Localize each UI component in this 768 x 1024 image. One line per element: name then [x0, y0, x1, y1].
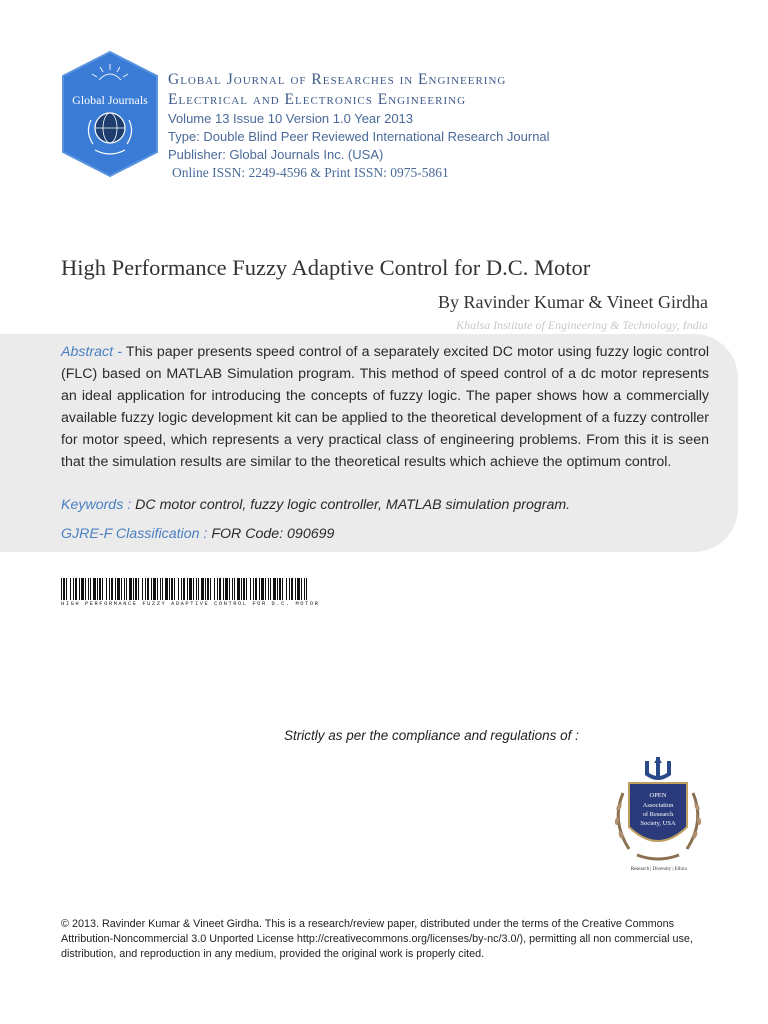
paper-authors: By Ravinder Kumar & Vineet Girdha [437, 292, 708, 312]
globe-emblem-icon [61, 50, 159, 178]
seal-tagline: Research | Diversity | Ethics [630, 867, 688, 872]
publisher-line: Publisher: Global Journals Inc. (USA) [168, 147, 384, 162]
volume-line: Volume 13 Issue 10 Version 1.0 Year 2013 [168, 111, 414, 126]
abstract-label: Abstract - [61, 344, 122, 360]
seal-line4: Society, USA [640, 820, 676, 827]
license-notice: © 2013. Ravinder Kumar & Vineet Girdha. This is a research/review paper, distributed under the terms of the Creative Commons Attribution-Noncommercial 3.0 Unported License http://creativecommons.org/licenses/by-nc/3.0/), permitting all non commercial use, distribution, and reproduction in any medium, provided the original work is properly cited. [61, 918, 693, 960]
keywords [61, 497, 570, 513]
classification-text: FOR Code: 090699 [211, 526, 335, 542]
seal-line1: OPEN [649, 792, 667, 799]
compliance-statement: Strictly as per the compliance and regulations of : [284, 728, 579, 743]
classification-label: GJRE-F Classification : [61, 526, 208, 542]
paper-title: High Performance Fuzzy Adaptive Control for D.C. Motor [61, 255, 591, 280]
global-journals-logo [61, 50, 159, 178]
journal-title-line1: Global Journal of Researches in Engineering [168, 71, 507, 88]
abstract [61, 341, 709, 473]
classification [61, 526, 334, 542]
author-affiliation: Khalsa Institute of Engineering & Technology, India [456, 318, 708, 332]
journal-type-line: Type: Double Blind Peer Reviewed International Research Journal [168, 129, 550, 144]
logo-wordmark: Global Journals [72, 93, 148, 107]
abstract-body: This paper presents speed control of a separately excited DC motor using fuzzy logic control (FLC) based on MATLAB Simulation program. This method of speed control of a dc motor represents an ideal application for introducing the concepts of fuzzy logic. The paper shows how a commercially available fuzzy logic development kit can be applied to the theoretical development of a fuzzy controller for motor speed, which represents a very practical class of engineering problems. From this it is seen that the simulation results are similar to the theoretical results which achieve the optimum control. [61, 344, 710, 470]
journal-header [168, 70, 728, 182]
seal-line3: of Research [642, 811, 674, 818]
seal-line2: Association [642, 802, 674, 809]
keywords-label: Keywords : [61, 497, 132, 513]
barcode-caption: HIGH PERFORMANCE FUZZY ADAPTIVE CONTROL FOR D.C. MOTOR [61, 601, 320, 607]
issn-line: Online ISSN: 2249-4596 & Print ISSN: 0975-5861 [172, 165, 449, 180]
keywords-text: DC motor control, fuzzy logic controller, MATLAB simulation program. [135, 497, 571, 513]
journal-title-line2: Electrical and Electronics Engineering [168, 91, 467, 108]
